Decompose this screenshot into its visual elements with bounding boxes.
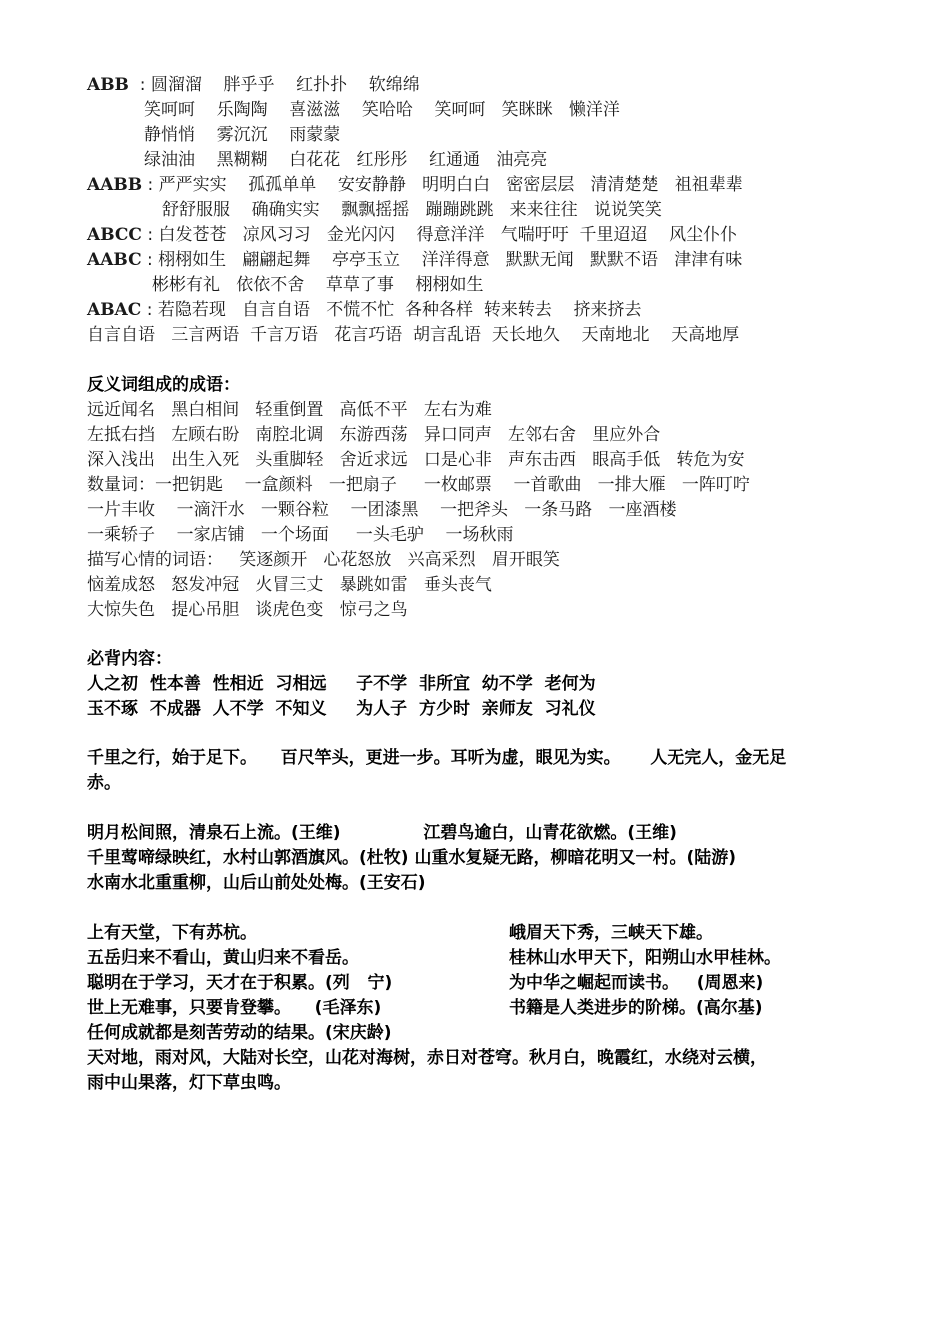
poem-line: 明月松间照，清泉石上流。(王维) 江碧鸟逾白，山青花欲燃。(王维) xyxy=(87,823,677,843)
poem-line: 水南水北重重柳，山后山前处处梅。(王安石) xyxy=(87,873,426,893)
pattern-words: : 若隐若现 自言自语 不慌不忙 各种各样 转来转去 挤来挤去 xyxy=(146,300,642,320)
poem-line: 千里莺啼绿映红，水村山郭酒旗风。(杜牧) 山重水复疑无路，柳暗花明又一村。(陆游) xyxy=(87,848,736,868)
proverb-left: 上有天堂，下有苏杭。 xyxy=(87,923,257,943)
word-line: 左抵右挡 左顾右盼 南腔北调 东游西荡 异口同声 左邻右舍 里应外合 xyxy=(87,425,661,445)
pattern-words: : 白发苍苍 凉风习习 金光闪闪 得意洋洋 气喘吁吁 千里迢迢 风尘仆仆 xyxy=(147,225,738,245)
word-line: 一乘轿子 一家店铺 一个场面 一头毛驴 一场秋雨 xyxy=(87,525,514,545)
word-line: 远近闻名 黑白相间 轻重倒置 高低不平 左右为难 xyxy=(87,400,492,420)
proverb-left: 聪明在于学习，天才在于积累。(列 宁) xyxy=(87,973,393,993)
proverb-right: 峨眉天下秀，三峡天下雄。 xyxy=(509,923,713,943)
pattern-label: AABC xyxy=(87,250,142,270)
word-line: 一片丰收 一滴汗水 一颗谷粒 一团漆黑 一把斧头 一条马路 一座酒楼 xyxy=(87,500,677,520)
pattern-aabc-row xyxy=(87,249,742,271)
pattern-label: ABAC xyxy=(87,300,142,320)
pattern-label: ABB xyxy=(87,75,129,95)
pattern-words: 自言自语 三言两语 千言万语 花言巧语 胡言乱语 天长地久 天南地北 天高地厚 xyxy=(87,325,740,345)
word-line: 数量词：一把钥匙 一盒颜料 一把扇子 一枚邮票 一首歌曲 一排大雁 一阵叮咛 xyxy=(87,475,750,495)
couplet-line: 雨中山果落，灯下草虫鸣。 xyxy=(87,1073,291,1093)
proverb-left: 任何成就都是刻苦劳动的结果。(宋庆龄) xyxy=(87,1023,392,1043)
word-line: 大惊失色 提心吊胆 谈虎色变 惊弓之鸟 xyxy=(87,600,408,620)
pattern-words: 彬彬有礼 依依不舍 草草了事 栩栩如生 xyxy=(152,275,484,295)
pattern-abac-row xyxy=(87,299,641,321)
pattern-words: : 严严实实 孤孤单单 安安静静 明明白白 密密层层 清清楚楚 祖祖辈辈 xyxy=(147,175,743,195)
proverb-right: 书籍是人类进步的阶梯。(高尔基) xyxy=(509,998,763,1018)
quote-line: 赤。 xyxy=(87,773,121,793)
recite-line: 人之初 性本善 性相近 习相远 子不学 非所宜 幼不学 老何为 xyxy=(87,674,596,694)
quote-line: 千里之行，始于足下。 百尺竿头，更进一步。耳听为虚，眼见为实。 人无完人，金无足 xyxy=(87,748,787,768)
pattern-aabb-row xyxy=(87,174,743,196)
section-title: 必背内容： xyxy=(87,649,172,669)
proverb-left: 五岳归来不看山，黄山归来不看岳。 xyxy=(87,948,359,968)
proverb-right: 桂林山水甲天下，阳朔山水甲桂林。 xyxy=(509,948,781,968)
proverb-left: 世上无难事，只要肯登攀。 (毛泽东) xyxy=(87,998,382,1018)
word-line: 描写心情的词语： 笑逐颜开 心花怒放 兴高采烈 眉开眼笑 xyxy=(87,550,560,570)
pattern-words: 静悄悄 雾沉沉 雨蒙蒙 xyxy=(144,125,341,145)
pattern-abcc-row xyxy=(87,224,737,246)
pattern-words: 笑呵呵 乐陶陶 喜滋滋 笑哈哈 笑呵呵 笑眯眯 懒洋洋 xyxy=(144,100,620,120)
pattern-words: : 栩栩如生 翩翩起舞 亭亭玉立 洋洋得意 默默无闻 默默不语 津津有味 xyxy=(147,250,743,270)
pattern-abb-row xyxy=(87,74,420,96)
couplet-line: 天对地，雨对风，大陆对长空，山花对海树，赤日对苍穹。秋月白，晚霞红，水绕对云横， xyxy=(87,1048,767,1068)
proverb-right: 为中华之崛起而读书。 (周恩来) xyxy=(509,973,764,993)
pattern-words: 舒舒服服 确确实实 飘飘摇摇 蹦蹦跳跳 来来往往 说说笑笑 xyxy=(162,200,662,220)
pattern-label: AABB xyxy=(87,175,143,195)
word-line: 深入浅出 出生入死 头重脚轻 舍近求远 口是心非 声东击西 眼高手低 转危为安 xyxy=(87,450,745,470)
word-line: 恼羞成怒 怒发冲冠 火冒三丈 暴跳如雷 垂头丧气 xyxy=(87,575,492,595)
pattern-label: ABCC xyxy=(87,225,142,245)
pattern-words: 绿油油 黑糊糊 白花花 红彤彤 红通通 油亮亮 xyxy=(144,150,548,170)
recite-line: 玉不琢 不成器 人不学 不知义 为人子 方少时 亲师友 习礼仪 xyxy=(87,699,596,719)
section-title: 反义词组成的成语： xyxy=(87,375,240,395)
pattern-words: : 圆溜溜 胖乎乎 红扑扑 软绵绵 xyxy=(139,75,420,95)
